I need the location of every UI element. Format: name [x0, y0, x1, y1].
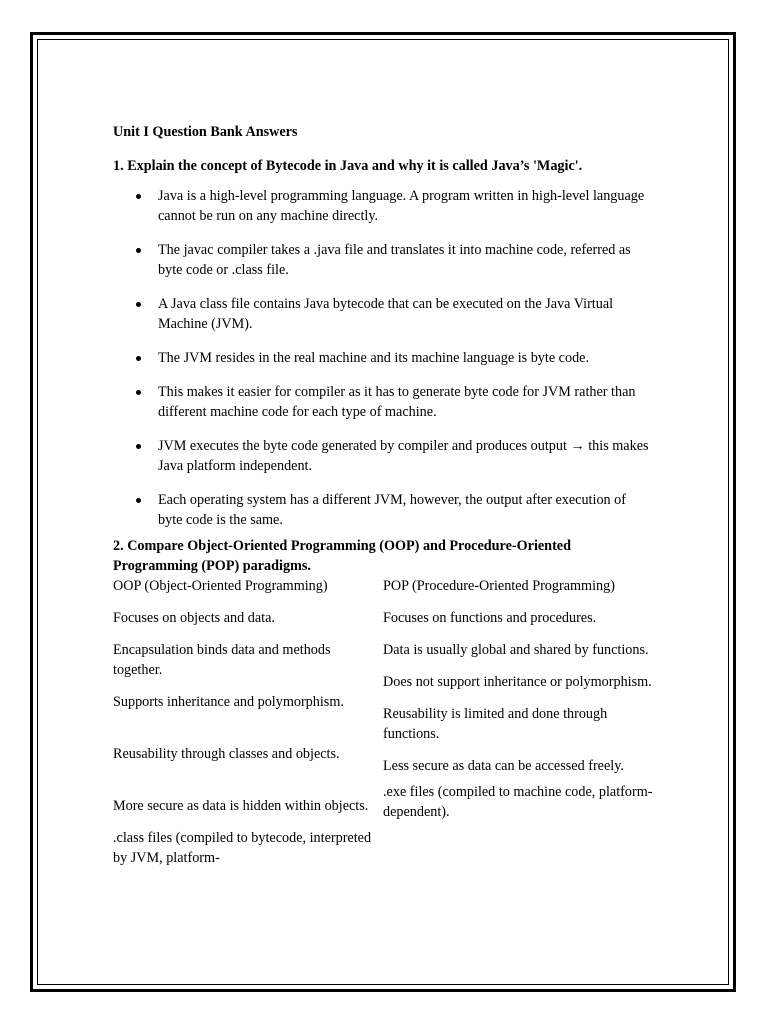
oop-cell: Encapsulation binds data and methods together. — [113, 642, 331, 678]
bullet-dot-icon — [136, 356, 141, 361]
oop-column — [113, 576, 383, 880]
pop-cell: Less secure as data can be accessed freely. — [383, 758, 624, 774]
bullet-dot-icon — [136, 390, 141, 395]
bullet-dot-icon — [136, 302, 141, 307]
question-1-heading: 1. Explain the concept of Bytecode in Java and why it is called Java’s 'Magic'. — [113, 158, 583, 174]
bullet-item: The JVM resides in the real machine and its machine language is byte code. — [113, 348, 653, 368]
pop-column — [383, 576, 653, 880]
document-content — [113, 122, 653, 880]
question-1-bullet-list — [113, 186, 653, 530]
pop-cell: Reusability is limited and done through functions. — [383, 706, 608, 742]
oop-cell: Focuses on objects and data. — [113, 610, 275, 626]
bullet-item: JVM executes the byte code generated by compiler and produces output → this makes Java platform independent. — [113, 436, 653, 476]
oop-cell: Supports inheritance and polymorphism. — [113, 694, 344, 710]
bullet-dot-icon — [136, 248, 141, 253]
bullet-item: A Java class file contains Java bytecode that can be executed on the Java Virtual Machine (JVM). — [113, 294, 653, 334]
pop-cell: .exe files (compiled to machine code, platform-dependent). — [383, 784, 653, 820]
pop-cell: Data is usually global and shared by functions. — [383, 642, 649, 658]
bullet-item: Each operating system has a different JVM, however, the output after execution of byte code is the same. — [113, 490, 653, 530]
oop-cell: More secure as data is hidden within objects. — [113, 798, 369, 814]
oop-cell: .class files (compiled to bytecode, interpreted by JVM, platform- — [113, 830, 372, 866]
oop-header: OOP (Object-Oriented Programming) — [113, 578, 328, 594]
pop-cell: Focuses on functions and procedures. — [383, 610, 597, 626]
bullet-dot-icon — [136, 498, 141, 503]
bullet-item: Java is a high-level programming language. A program written in high-level language cannot be run on any machine directly. — [113, 186, 653, 226]
oop-cell: Reusability through classes and objects. — [113, 746, 340, 762]
pop-cell: Does not support inheritance or polymorphism. — [383, 674, 652, 690]
bullet-dot-icon — [136, 444, 141, 449]
document-title: Unit I Question Bank Answers — [113, 124, 298, 140]
comparison-table — [113, 576, 653, 880]
bullet-item: The javac compiler takes a .java file and translates it into machine code, referred as byte code or .class file. — [113, 240, 653, 280]
bullet-item: This makes it easier for compiler as it has to generate byte code for JVM rather than different machine code for each type of machine. — [113, 382, 653, 422]
question-2-heading: 2. Compare Object-Oriented Programming (OOP) and Procedure-Oriented Programming (POP) paradigms. — [113, 538, 571, 574]
bullet-dot-icon — [136, 194, 141, 199]
pop-header: POP (Procedure-Oriented Programming) — [383, 578, 615, 594]
